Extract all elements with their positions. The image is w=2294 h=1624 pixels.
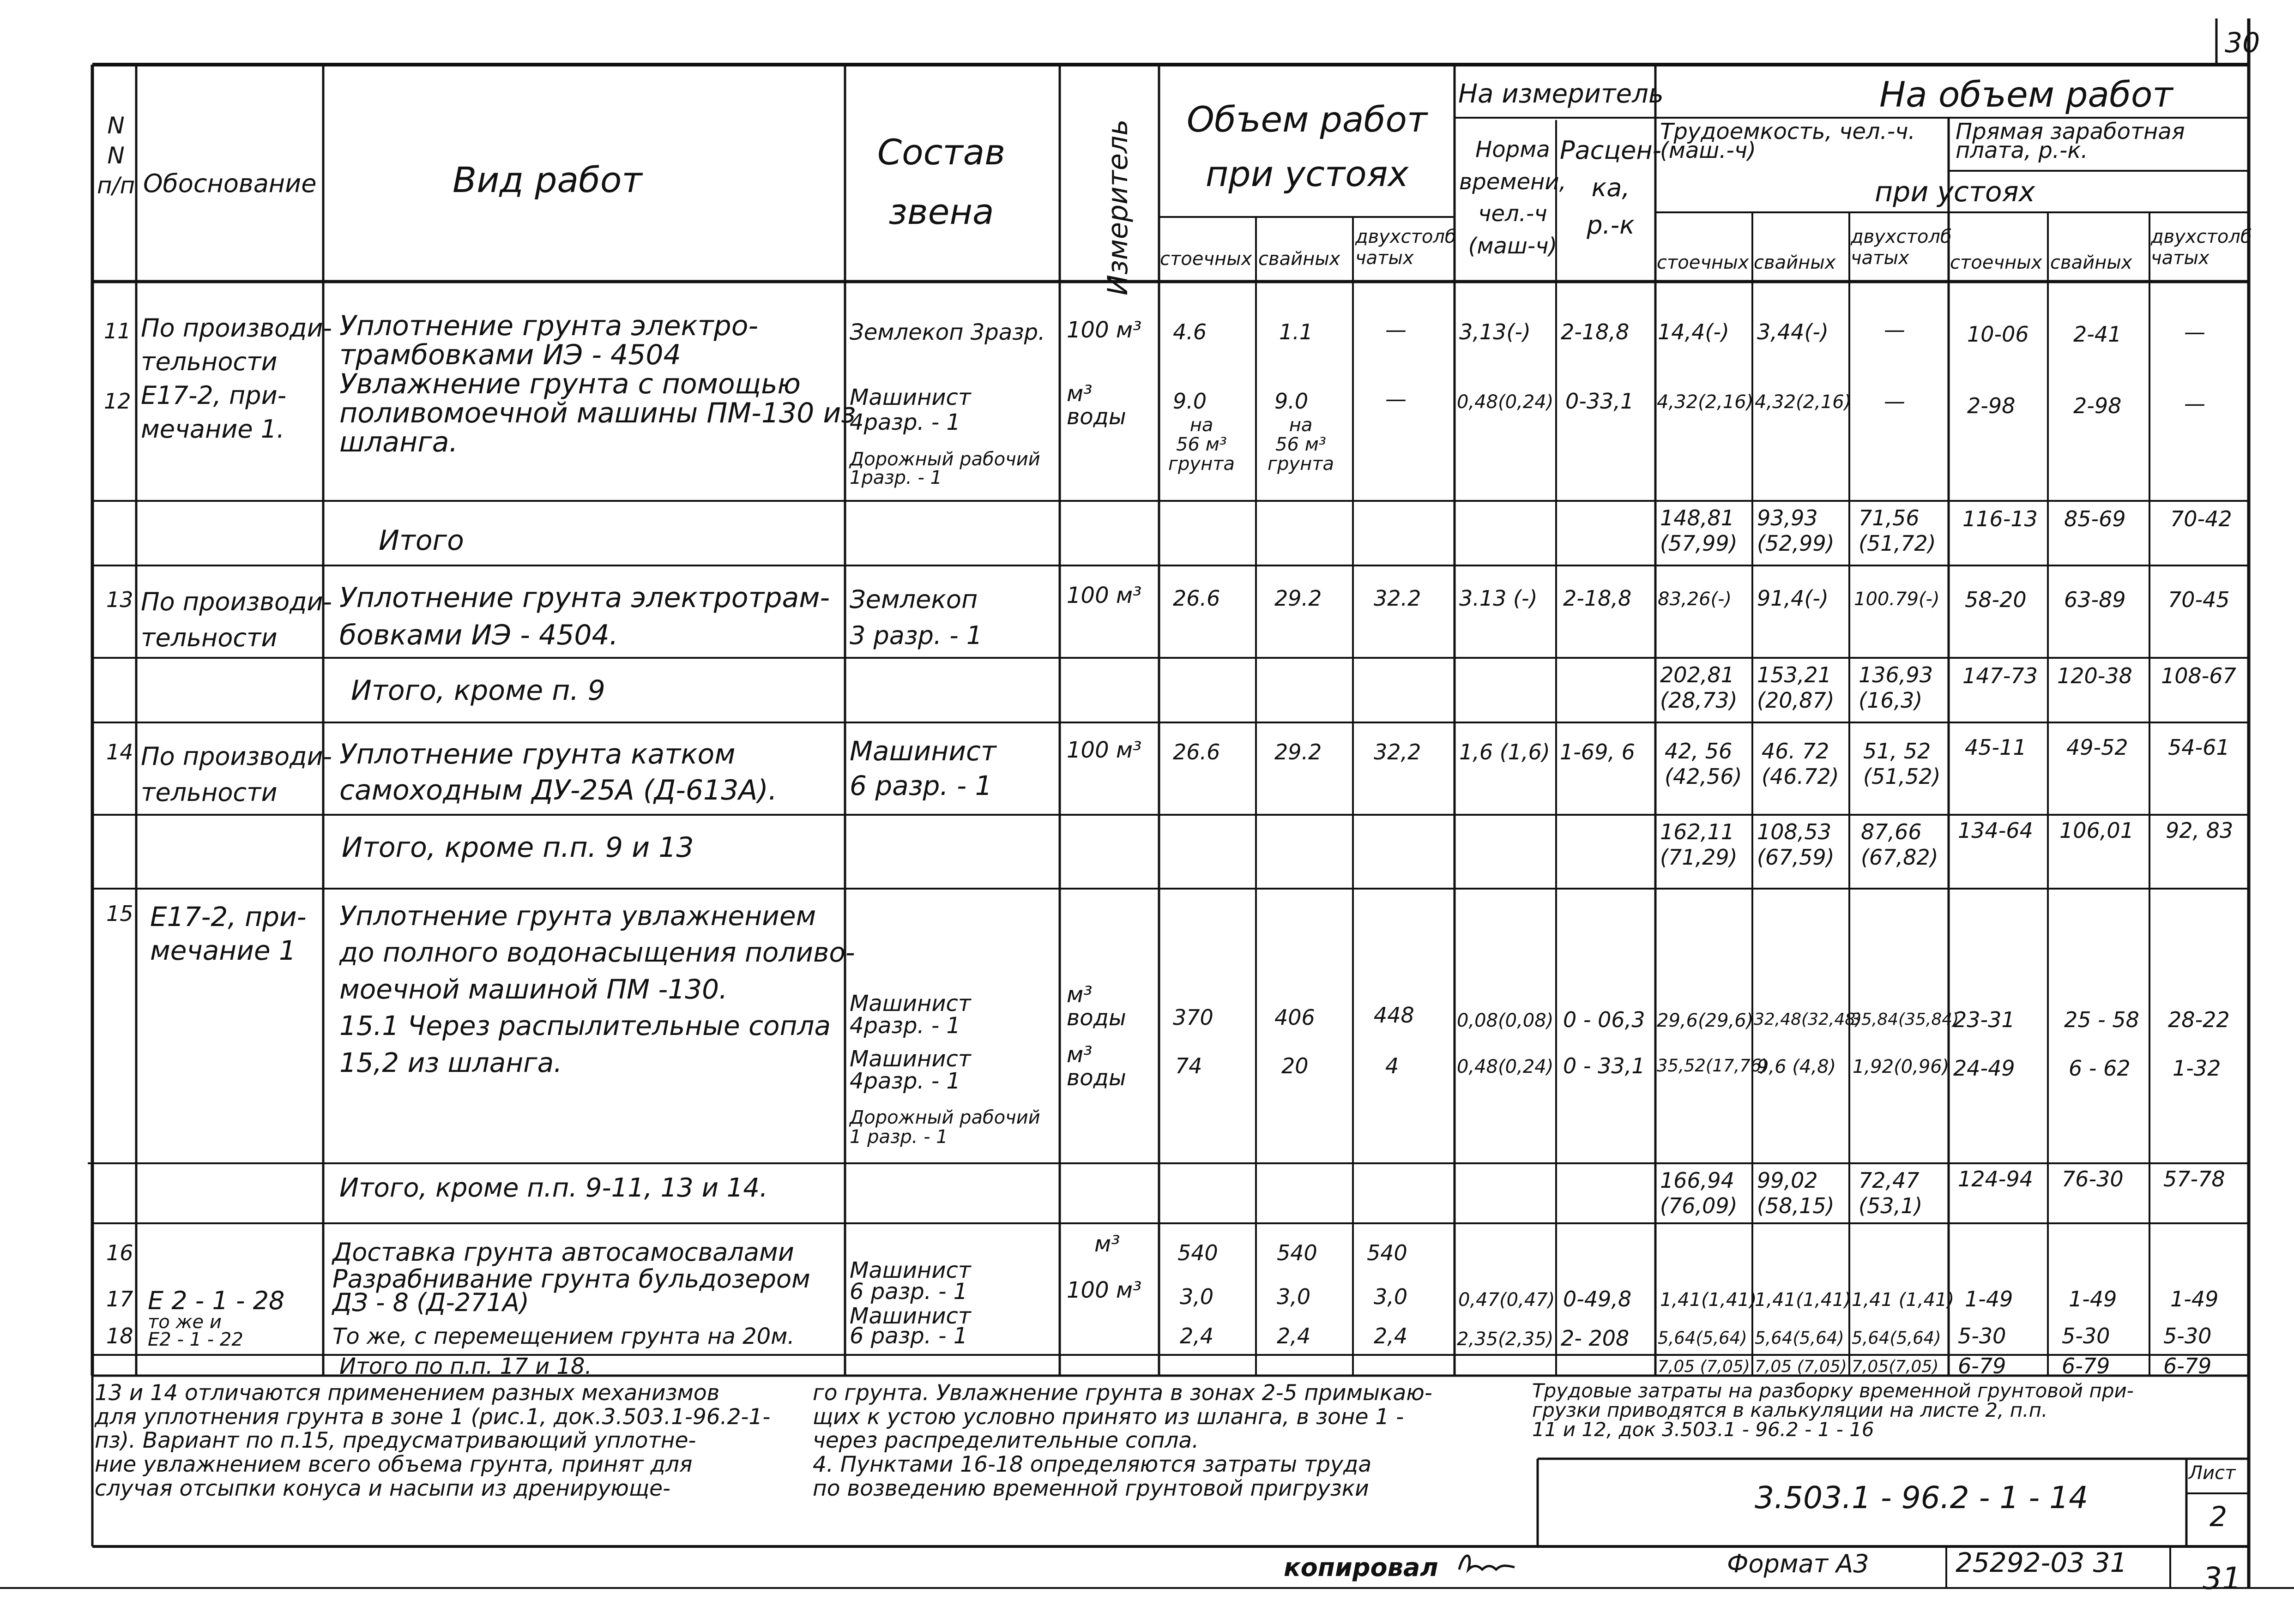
row-15-num: 15	[106, 901, 133, 926]
row-15-2-rate: 0 - 33,1	[1563, 1053, 1645, 1078]
row-12-labor-pile: 4,32(2,16)	[1755, 391, 1852, 413]
row-13-work: Уплотнение грунта электротрам- бовками ИЭ - 4504.	[339, 582, 830, 651]
subtotal-5-labor-double: 7,05(7,05)	[1852, 1357, 1939, 1376]
header-rate: Расцен- ка, р.-к	[1560, 136, 1662, 240]
subtotal-4-wage-double: 57-78	[2163, 1167, 2225, 1191]
header-per-unit: На измеритель	[1458, 79, 1664, 109]
header-labor-pile: свайных	[1754, 252, 1836, 273]
row-11-norm: 3,13(-)	[1459, 319, 1531, 344]
sheet-label: Лист	[2189, 1462, 2236, 1484]
row-17-vol-double: 3,0	[1374, 1284, 1408, 1309]
row-14-labor-post: 42, 56 (42,56)	[1665, 739, 1742, 789]
row-13-vol-post: 26.6	[1173, 586, 1220, 611]
row-11-12-num: 11 12	[104, 319, 131, 414]
subtotal-1-label: Итого	[379, 524, 464, 557]
subtotal-3-labor-double: 87,66 (67,82)	[1861, 819, 1938, 870]
row-15-2-labor-double: 1,92(0,96)	[1853, 1056, 1950, 1077]
row-11-wage-pile: 2-41	[2073, 322, 2122, 347]
row-17-norm: 0,47(0,47)	[1458, 1289, 1555, 1311]
subtotal-2-labor-post: 202,81 (28,73)	[1660, 662, 1738, 713]
row-11-vol-pile: 1.1	[1279, 319, 1313, 344]
subtotal-3-wage-post: 134-64	[1958, 818, 2033, 843]
subtotal-3-wage-pile: 106,01	[2059, 818, 2134, 843]
subtotal-1-labor-post: 148,81 (57,99)	[1660, 505, 1738, 556]
subtotal-3-label: Итого, кроме п.п. 9 и 13	[342, 831, 694, 864]
row-17-wage-pile: 1-49	[2069, 1287, 2117, 1311]
row-18-vol-double: 2,4	[1374, 1323, 1408, 1348]
row-17-wage-post: 1-49	[1965, 1287, 2013, 1311]
copied-label: копировал	[1284, 1553, 1438, 1582]
document-code: 3.503.1 - 96.2 - 1 - 14	[1755, 1480, 2089, 1516]
row-16-vol-pile: 540	[1277, 1240, 1317, 1265]
header-wage-pile: свайных	[2050, 252, 2132, 273]
subtotal-5-labor-post: 7,05 (7,05)	[1658, 1357, 1750, 1376]
row-13-labor-post: 83,26(-)	[1658, 589, 1732, 610]
row-17-wage-double: 1-49	[2170, 1287, 2219, 1311]
row-15-1-vol-post: 370	[1173, 1005, 1213, 1030]
row-13-meter: 100 м³	[1067, 583, 1142, 608]
row-11-labor-double: —	[1884, 317, 1905, 342]
row-12-vol-pile-note: на 56 м³ грунта	[1268, 415, 1334, 475]
row-11-labor-post: 14,4(-)	[1658, 319, 1729, 344]
subtotal-4-label: Итого, кроме п.п. 9-11, 13 и 14.	[339, 1173, 768, 1203]
row-17-work: Разрабнивание грунта бульдозером ДЗ - 8 (Д-271А)	[332, 1264, 810, 1317]
row-12-norm: 0,48(0,24)	[1457, 391, 1554, 413]
row-14-labor-pile: 46. 72 (46.72)	[1762, 739, 1839, 789]
subtotal-5-labor-pile: 7,05 (7,05)	[1755, 1357, 1847, 1376]
row-13-num: 13	[106, 587, 133, 612]
notes-right: Трудовые затраты на разборку временной грунтовой при- грузки приводятся в калькуляции на листе 2, п.п. 11 и 12, док 3.503.1 - 96.2 - 1 - 16	[1532, 1379, 2134, 1441]
subtotal-4-labor-pile: 99,02 (58,15)	[1757, 1168, 1835, 1219]
subtotal-2-labor-pile: 153,21 (20,87)	[1757, 662, 1835, 713]
row-13-crew: Землекоп 3 разр. - 1	[850, 585, 983, 650]
row-12-vol-post: 9.0	[1173, 389, 1207, 414]
row-14-basis: По производи- тельности	[141, 742, 332, 807]
row-15-2-vol-pile: 20	[1281, 1053, 1309, 1078]
row-14-vol-post: 26.6	[1173, 740, 1220, 764]
subtotal-4-wage-pile: 76-30	[2062, 1167, 2124, 1191]
row-17-vol-post: 3,0	[1180, 1284, 1214, 1309]
header-labor-double: двухстолб чатых	[1851, 226, 1952, 269]
row-15-1-labor-post: 29,6(29,6)	[1657, 1010, 1754, 1031]
row-13-vol-pile: 29.2	[1274, 586, 1322, 611]
row-13-wage-post: 58-20	[1965, 587, 2027, 612]
row-15-2-norm: 0,48(0,24)	[1457, 1056, 1554, 1077]
row-17-labor-pile: 1,41(1,41)	[1755, 1289, 1852, 1311]
row-12-labor-post: 4,32(2,16)	[1657, 391, 1754, 413]
subtotal-2-labor-double: 136,93 (16,3)	[1859, 662, 1933, 713]
row-12-vol-post-note: на 56 м³ грунта	[1168, 415, 1235, 475]
row-14-wage-pile: 49-52	[2066, 735, 2128, 760]
row-12-crew: Машинист 4разр. - 1	[850, 385, 971, 435]
row-14-meter: 100 м³	[1067, 737, 1142, 763]
header-meter: Измеритель	[1102, 119, 1134, 295]
subtotal-1-wage-post: 116-13	[1962, 506, 2038, 531]
row-18-vol-pile: 2,4	[1277, 1323, 1311, 1348]
subtotal-4-wage-post: 124-94	[1958, 1167, 2033, 1191]
sheet-number: 2	[2209, 1501, 2228, 1533]
header-labor-post: стоечных	[1657, 252, 1749, 273]
row-12-vol-pile: 9.0	[1274, 389, 1309, 414]
row-13-norm: 3.13 (-)	[1459, 586, 1538, 611]
row-13-rate: 2-18,8	[1563, 586, 1632, 611]
row-14-num: 14	[106, 740, 133, 764]
row-12-wage-pile: 2-98	[2073, 393, 2122, 418]
row-17-rate: 0-49,8	[1563, 1287, 1632, 1311]
header-wage-double: двухстолб чатых	[2151, 226, 2252, 269]
row-16-num: 16	[106, 1240, 133, 1265]
row-13-wage-double: 70-45	[2168, 587, 2230, 612]
row-15-1-norm: 0,08(0,08)	[1457, 1010, 1554, 1031]
subtotal-4-labor-double: 72,47 (53,1)	[1859, 1168, 1923, 1219]
row-15-2-vol-post: 74	[1175, 1053, 1202, 1078]
row-13-labor-double: 100.79(-)	[1854, 589, 1940, 610]
row-18-wage-post: 5-30	[1958, 1323, 2006, 1348]
row-11-wage-double: —	[2184, 319, 2205, 344]
row-13-vol-double: 32.2	[1374, 586, 1421, 611]
subtotal-2-wage-pile: 120-38	[2057, 663, 2132, 688]
row-15-2-meter: м³ воды	[1067, 1042, 1126, 1091]
row-11-wage-post: 10-06	[1967, 322, 2029, 347]
row-18-num: 18	[106, 1323, 133, 1348]
row-15-1-labor-double: 35,84(35,84)	[1851, 1010, 1959, 1029]
row-18-work: То же, с перемещением грунта на 20м.	[332, 1323, 795, 1349]
row-15-2-wage-double: 1-32	[2173, 1056, 2221, 1081]
row-13-wage-pile: 63-89	[2064, 587, 2126, 612]
subtotal-1-labor-double: 71,56 (51,72)	[1859, 505, 1936, 556]
row-13-basis: По производи- тельности	[141, 587, 332, 653]
header-wage: Прямая заработная плата, р.-к.	[1956, 119, 2185, 163]
row-15-2-vol-double: 4	[1385, 1053, 1399, 1078]
row-15-1-labor-pile: 32,48(32,48)	[1754, 1010, 1862, 1029]
row-17-meter: 100 м³	[1067, 1277, 1142, 1303]
subtotal-2-label: Итого, кроме п. 9	[351, 674, 605, 707]
row-15-1-vol-pile: 406	[1274, 1005, 1315, 1030]
header-vol-double: двухстолб чатых	[1355, 226, 1456, 269]
row-15-2-labor-post: 35,52(17,76)	[1657, 1056, 1768, 1076]
row-15-1-rate: 0 - 06,3	[1563, 1007, 1645, 1032]
subtotal-3-wage-double: 92, 83	[2166, 818, 2234, 843]
notes-middle: го грунта. Увлажнение грунта в зонах 2-5 примыкаю- щих к устою условно принято из шланга, в зоне 1 - через распределительные сопла. 4. Пунктами 16-18 определяются затраты труда по возведению временной грунтовой пригрузки	[813, 1380, 1432, 1501]
row-16-meter: м³	[1094, 1231, 1120, 1257]
subtotal-1-wage-double: 70-42	[2170, 506, 2232, 531]
header-vol-post: стоечных	[1160, 248, 1252, 270]
row-14-wage-post: 45-11	[1965, 735, 2027, 760]
subtotal-5-wage-double: 6-79	[2163, 1353, 2212, 1378]
row-15-1-vol-double: 448	[1374, 1003, 1414, 1028]
archive-number: 25292-03 31	[1956, 1547, 2127, 1578]
row-14-wage-double: 54-61	[2168, 735, 2230, 760]
row-18-wage-pile: 5-30	[2062, 1323, 2110, 1348]
row-17-crew: Машинист 6 разр. - 1	[850, 1257, 971, 1305]
row-18-norm: 2,35(2,35)	[1457, 1329, 1554, 1350]
row-16-work: Доставка грунта автосамосвалами	[332, 1238, 794, 1267]
row-18-crew: Машинист 6 разр. - 1	[850, 1303, 971, 1349]
row-15-2-crew: Машинист 4разр. - 1	[850, 1046, 971, 1094]
subtotal-2-wage-double: 108-67	[2161, 663, 2236, 688]
row-15-1-crew: Машинист 4разр. - 1	[850, 991, 971, 1039]
row-14-norm: 1,6 (1,6)	[1459, 740, 1550, 764]
subtotal-3-labor-post: 162,11 (71,29)	[1660, 819, 1738, 870]
row-15-1-meter: м³ воды	[1067, 982, 1126, 1031]
row-12-crew-helper: Дорожный рабочий 1разр. - 1	[850, 449, 1040, 488]
row-15-basis: Е17-2, при- мечание 1	[150, 901, 307, 966]
notes-left: 13 и 14 отличаются применением разных механизмов для уплотнения грунта в зоне 1 (рис.1, док.3.503.1-96.2-1- пз). Вариант по п.15, предусматривающий уплотне- ние увлажнением всего объема грунта, принят для случая отсыпки конуса и насыпи из дренирующе-	[95, 1380, 771, 1501]
row-14-vol-double: 32,2	[1374, 740, 1421, 764]
format-label: Формат А3	[1727, 1549, 1869, 1578]
row-15-1-wage-pile: 25 - 58	[2064, 1007, 2139, 1032]
row-14-vol-pile: 29.2	[1274, 740, 1322, 764]
row-17-num: 17	[106, 1287, 133, 1311]
header-basis: Обоснование	[143, 169, 317, 198]
row-16-vol-double: 540	[1367, 1240, 1407, 1265]
header-volume: Объем работ при устоях	[1187, 99, 1428, 194]
row-11-12-basis: По производи- тельности Е17-2, при- мечание 1.	[141, 313, 332, 444]
header-work: Вид работ	[453, 159, 642, 200]
row-11-12-work: Уплотнение грунта электро- трамбовками ИЭ - 4504 Увлажнение грунта с помощью поливомоечной машины ПМ-130 из шланга.	[339, 310, 856, 458]
row-11-vol-post: 4.6	[1173, 319, 1207, 344]
row-15-2-labor-pile: 9,6 (4,8)	[1757, 1056, 1836, 1077]
row-12-labor-double: —	[1884, 389, 1905, 414]
row-12-wage-double: —	[2184, 391, 2205, 416]
row-11-rate: 2-18,8	[1561, 319, 1630, 344]
header-num: N N п/п	[97, 112, 135, 199]
subtotal-5-label: Итого по п.п. 17 и 18.	[339, 1353, 592, 1379]
row-14-labor-double: 51, 52 (51,52)	[1863, 739, 1941, 789]
row-14-crew: Машинист 6 разр. - 1	[850, 735, 996, 802]
subtotal-4-labor-post: 166,94 (76,09)	[1660, 1168, 1738, 1219]
subtotal-1-wage-pile: 85-69	[2064, 506, 2126, 531]
header-vol-pile: свайных	[1258, 248, 1340, 270]
row-18-labor-double: 5,64(5,64)	[1852, 1328, 1941, 1348]
row-11-vol-double: —	[1385, 317, 1407, 342]
subtotal-3-labor-pile: 108,53 (67,59)	[1757, 819, 1835, 870]
row-15-1-wage-double: 28-22	[2168, 1007, 2230, 1032]
row-17-vol-pile: 3,0	[1277, 1284, 1311, 1309]
header-total: На объем работ	[1879, 74, 2173, 115]
subtotal-5-wage-pile: 6-79	[2062, 1353, 2110, 1378]
row-17-labor-double: 1,41 (1,41)	[1852, 1289, 1955, 1311]
subtotal-5-wage-post: 6-79	[1958, 1353, 2006, 1378]
row-15-1-wage-post: 23-31	[1953, 1007, 2015, 1032]
row-12-meter: м³ воды	[1067, 381, 1126, 430]
row-11-meter: 100 м³	[1067, 317, 1142, 343]
row-11-labor-pile: 3,44(-)	[1757, 319, 1829, 344]
row-16-vol-post: 540	[1177, 1240, 1218, 1265]
row-11-crew: Землекоп 3разр.	[850, 319, 1045, 345]
row-18-basis: то же и Е2 - 1 - 22	[148, 1311, 243, 1350]
row-18-vol-post: 2,4	[1180, 1323, 1214, 1348]
row-12-wage-post: 2-98	[1967, 393, 2016, 418]
header-wage-post: стоечных	[1950, 252, 2042, 273]
page-number-top: 30	[2225, 27, 2260, 59]
header-norm: Норма времени, чел.-ч (маш-ч)	[1459, 137, 1566, 259]
row-13-labor-pile: 91,4(-)	[1757, 586, 1829, 611]
row-12-vol-double: —	[1385, 386, 1407, 411]
header-labor: Трудоемкость, чел.-ч. (маш.-ч)	[1660, 119, 1915, 163]
row-18-labor-pile: 5,64(5,64)	[1755, 1328, 1844, 1348]
subtotal-1-labor-pile: 93,93 (52,99)	[1757, 505, 1835, 556]
row-17-labor-post: 1,41(1,41)	[1660, 1289, 1757, 1311]
row-15-2-wage-pile: 6 - 62	[2069, 1056, 2131, 1081]
header-crew: Состав звена	[877, 132, 1005, 233]
row-18-wage-double: 5-30	[2163, 1323, 2212, 1348]
row-15-2-crew-helper: Дорожный рабочий 1 разр. - 1	[850, 1107, 1040, 1148]
row-17-basis: Е 2 - 1 - 28	[148, 1286, 285, 1315]
header-abutments: при устоях	[1875, 176, 2035, 208]
row-14-work: Уплотнение грунта катком самоходным ДУ-25А (Д-613А).	[339, 738, 777, 806]
row-15-work: Уплотнение грунта увлажнением до полного водонасыщения поливо- моечной машиной ПМ -130. 15.1 Через распылительные сопла 15,2 из шланга.	[339, 900, 855, 1078]
row-12-rate: 0-33,1	[1565, 389, 1634, 414]
row-14-rate: 1-69, 6	[1560, 740, 1635, 764]
page-number-bottom: 31	[2203, 1561, 2241, 1596]
row-15-2-wage-post: 24-49	[1953, 1056, 2015, 1081]
subtotal-2-wage-post: 147-73	[1962, 663, 2038, 688]
row-18-labor-post: 5,64(5,64)	[1658, 1328, 1747, 1348]
row-18-rate: 2- 208	[1561, 1326, 1630, 1351]
